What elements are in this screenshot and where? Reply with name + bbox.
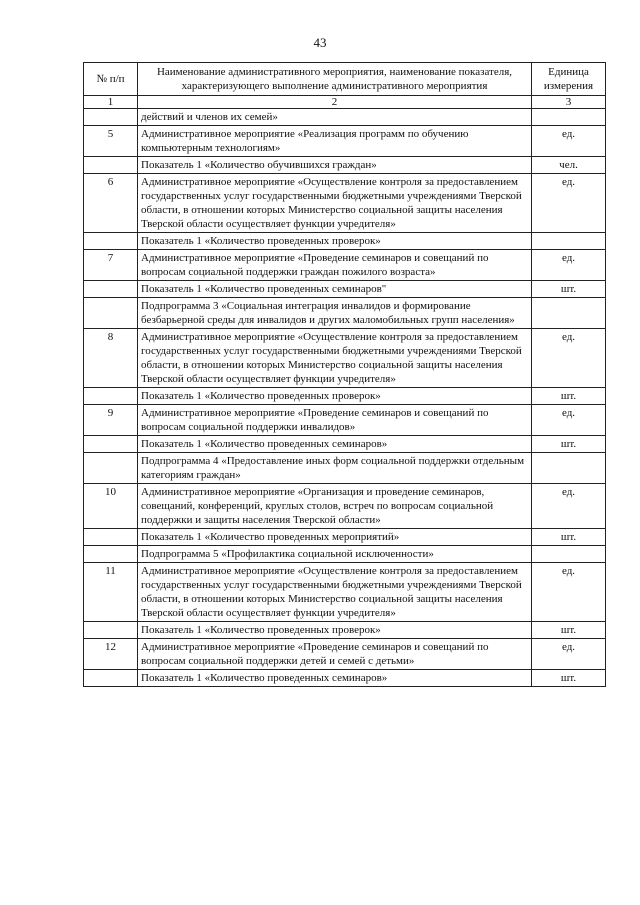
table-row <box>84 484 606 529</box>
row-unit: ед. <box>532 329 606 388</box>
column-number-row <box>84 96 606 109</box>
row-unit: ед. <box>532 563 606 622</box>
row-name: Показатель 1 «Количество проведенных семинаров» <box>138 436 532 453</box>
row-name: Административное мероприятие «Организация и проведение семинаров, совещаний, конференций, круглых столов, встреч по вопросам социальной поддержки и защиты населения Тверской области» <box>138 484 532 529</box>
row-number <box>84 157 138 174</box>
row-unit: ед. <box>532 639 606 670</box>
row-unit <box>532 546 606 563</box>
table-row <box>84 157 606 174</box>
row-number <box>84 281 138 298</box>
row-unit: шт. <box>532 436 606 453</box>
table-row <box>84 250 606 281</box>
header-num: № п/п <box>84 63 138 96</box>
row-name: Административное мероприятие «Проведение семинаров и совещаний по вопросам социальной поддержки граждан пожилого возраста» <box>138 250 532 281</box>
table-row <box>84 109 606 126</box>
table-row <box>84 281 606 298</box>
row-number: 6 <box>84 174 138 233</box>
row-name: Показатель 1 «Количество проведенных проверок» <box>138 622 532 639</box>
row-number: 7 <box>84 250 138 281</box>
row-number: 9 <box>84 405 138 436</box>
row-name: Показатель 1 «Количество проведенных семинаров» <box>138 670 532 687</box>
row-unit <box>532 109 606 126</box>
row-number <box>84 388 138 405</box>
row-unit: шт. <box>532 622 606 639</box>
row-number <box>84 453 138 484</box>
row-number <box>84 233 138 250</box>
row-name: действий и членов их семей» <box>138 109 532 126</box>
table-row <box>84 622 606 639</box>
row-name: Административное мероприятие «Осуществление контроля за предоставлением государственных услуг государственными бюджетными учреждениями Тверской области, в отношении которых Министерство социальной защиты населения Тверской области осуществляет функции учредителя» <box>138 174 532 233</box>
table-row <box>84 563 606 622</box>
table-row <box>84 436 606 453</box>
table-row <box>84 174 606 233</box>
row-name: Показатель 1 «Количество обучившихся граждан» <box>138 157 532 174</box>
row-name: Подпрограмма 4 «Предоставление иных форм социальной поддержки отдельным категориям граждан» <box>138 453 532 484</box>
row-unit: шт. <box>532 670 606 687</box>
row-name: Административное мероприятие «Проведение семинаров и совещаний по вопросам социальной поддержки детей и семей с детьми» <box>138 639 532 670</box>
row-number: 5 <box>84 126 138 157</box>
row-number: 12 <box>84 639 138 670</box>
row-name: Показатель 1 «Количество проведенных проверок» <box>138 233 532 250</box>
table-row <box>84 388 606 405</box>
table-row <box>84 670 606 687</box>
row-number <box>84 436 138 453</box>
row-number <box>84 298 138 329</box>
row-name: Административное мероприятие «Осуществление контроля за предоставлением государственных услуг государственными бюджетными учреждениями Тверской области, в отношении которых Министерство социальной защиты населения Тверской области осуществляет функции учредителя» <box>138 329 532 388</box>
row-unit <box>532 298 606 329</box>
row-name: Административное мероприятие «Осуществление контроля за предоставлением государственных услуг государственными бюджетными учреждениями Тверской области, в отношении которых Министерство социальной защиты населения Тверской области осуществляет функции учредителя» <box>138 563 532 622</box>
table-row <box>84 639 606 670</box>
page-number: 43 <box>313 35 327 50</box>
row-unit: ед. <box>532 126 606 157</box>
row-name: Показатель 1 «Количество проведенных семинаров" <box>138 281 532 298</box>
row-number: 10 <box>84 484 138 529</box>
table-header-row <box>84 63 606 96</box>
row-name: Административное мероприятие «Проведение семинаров и совещаний по вопросам социальной поддержки инвалидов» <box>138 405 532 436</box>
row-unit: ед. <box>532 405 606 436</box>
header-name: Наименование административного мероприятия, наименование показателя, характеризующего выполнение административного мероприятия <box>138 63 532 96</box>
column-number: 1 <box>84 96 138 109</box>
row-unit: шт. <box>532 281 606 298</box>
row-number: 8 <box>84 329 138 388</box>
row-name: Показатель 1 «Количество проведенных проверок» <box>138 388 532 405</box>
row-unit: шт. <box>532 529 606 546</box>
row-number <box>84 546 138 563</box>
column-number: 2 <box>138 96 532 109</box>
row-name: Подпрограмма 5 «Профилактика социальной исключенности» <box>138 546 532 563</box>
row-unit: ед. <box>532 484 606 529</box>
table-row <box>84 126 606 157</box>
table-row <box>84 405 606 436</box>
table-row <box>84 546 606 563</box>
row-unit <box>532 453 606 484</box>
table-row <box>84 529 606 546</box>
row-number <box>84 670 138 687</box>
row-unit <box>532 233 606 250</box>
table-row <box>84 329 606 388</box>
table-row <box>84 453 606 484</box>
table-row <box>84 233 606 250</box>
row-number <box>84 109 138 126</box>
header-unit: Единица измерения <box>532 63 606 96</box>
row-number <box>84 622 138 639</box>
row-unit: ед. <box>532 250 606 281</box>
column-number: 3 <box>532 96 606 109</box>
row-unit: ед. <box>532 174 606 233</box>
row-name: Показатель 1 «Количество проведенных мероприятий» <box>138 529 532 546</box>
row-number: 11 <box>84 563 138 622</box>
row-unit: шт. <box>532 388 606 405</box>
row-name: Административное мероприятие «Реализация программ по обучению компьютерным технологиям» <box>138 126 532 157</box>
row-name: Подпрограмма 3 «Социальная интеграция инвалидов и формирование безбарьерной среды для инвалидов и других маломобильных групп населения» <box>138 298 532 329</box>
row-unit: чел. <box>532 157 606 174</box>
table-row <box>84 298 606 329</box>
activities-table <box>83 62 606 687</box>
row-number <box>84 529 138 546</box>
